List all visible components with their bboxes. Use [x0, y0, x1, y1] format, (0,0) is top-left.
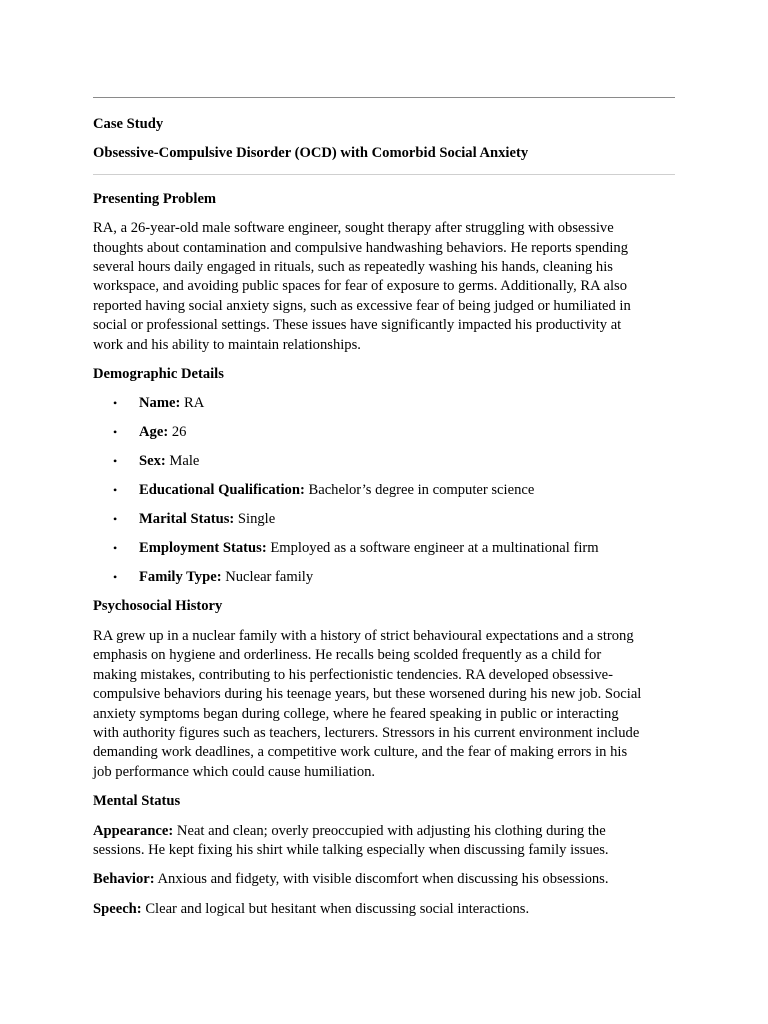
demographic-value: Single — [237, 511, 276, 528]
document-content — [93, 97, 675, 929]
demographic-item-family-type — [93, 568, 675, 587]
bullet-icon: • — [113, 512, 118, 527]
bullet-icon: • — [113, 570, 118, 585]
presenting-problem-line: workspace, and avoiding public spaces for fear of exposure to germs. Additionally, RA also — [93, 278, 628, 295]
demographic-item-marital-status — [93, 510, 675, 529]
case-study-label: Case Study — [93, 116, 164, 132]
appearance-line — [93, 822, 675, 841]
presenting-problem-line: RA, a 26-year-old male software engineer, sought therapy after struggling with obsessive — [93, 220, 614, 237]
behavior-text: Anxious and fidgety, with visible discomfort when discussing his obsessions. — [157, 871, 609, 888]
demographic-value: Bachelor’s degree in computer science — [308, 482, 535, 499]
demographic-value: Male — [169, 453, 200, 470]
speech-label: Speech: — [93, 900, 142, 917]
title-divider — [93, 174, 675, 175]
demographic-item-education — [93, 481, 675, 500]
psychosocial-history-line: emphasis on hygiene and orderliness. He recalls being scolded frequently as a child for — [93, 647, 602, 664]
presenting-problem-line: several hours daily engaged in rituals, such as repeatedly washing his hands, cleaning his — [93, 259, 613, 276]
psychosocial-history-line: with authority figures such as teachers, lecturers. Stressors in his current environment include — [93, 724, 640, 741]
speech-text: Clear and logical but hesitant when discussing social interactions. — [145, 900, 530, 917]
demographic-list — [93, 394, 675, 587]
bullet-icon: • — [113, 454, 118, 469]
psychosocial-history-line: demanding work deadlines, a competitive work culture, and the fear of making errors in his — [93, 744, 628, 761]
psychosocial-history-paragraph — [93, 627, 675, 782]
mental-status-heading: Mental Status — [93, 793, 181, 810]
presenting-problem-line: social or professional settings. These issues have significantly impacted his productivity at — [93, 317, 622, 334]
bullet-icon: • — [113, 541, 118, 556]
case-title: Obsessive-Compulsive Disorder (OCD) with Comorbid Social Anxiety — [93, 145, 529, 162]
appearance-paragraph — [93, 822, 675, 861]
demographic-item-employment — [93, 539, 675, 558]
demographic-item-name — [93, 394, 675, 413]
presenting-problem-line: work and his ability to maintain relationships. — [93, 336, 361, 353]
demographic-label: Sex: — [139, 453, 166, 470]
demographic-label: Name: — [139, 395, 181, 412]
behavior-paragraph — [93, 870, 675, 889]
presenting-problem-paragraph — [93, 219, 675, 355]
demographic-details-heading: Demographic Details — [93, 366, 224, 383]
bullet-icon: • — [113, 425, 118, 440]
presenting-problem-heading: Presenting Problem — [93, 190, 217, 207]
demographic-item-sex — [93, 452, 675, 471]
psychosocial-history-line: RA grew up in a nuclear family with a history of strict behavioural expectations and a strong — [93, 627, 634, 644]
bullet-icon: • — [113, 483, 118, 498]
psychosocial-history-line: job performance which could cause humiliation. — [93, 763, 376, 780]
behavior-label: Behavior: — [93, 871, 155, 888]
speech-paragraph — [93, 900, 675, 919]
psychosocial-history-line: anxiety symptoms began during college, where he feared speaking in public or interacting — [93, 705, 619, 722]
psychosocial-history-line: making mistakes, contributing to his perfectionistic tendencies. RA developed obsessive- — [93, 666, 613, 683]
demographic-label: Educational Qualification: — [139, 482, 305, 499]
demographic-label: Marital Status: — [139, 511, 235, 528]
demographic-label: Age: — [139, 424, 169, 441]
presenting-problem-line: thoughts about contamination and compulsive handwashing behaviors. He reports spending — [93, 239, 629, 256]
appearance-line: sessions. He kept fixing his shirt while talking especially when discussing family issues. — [93, 841, 609, 858]
appearance-text: Neat and clean; overly preoccupied with adjusting his clothing during the — [176, 822, 606, 839]
demographic-item-age — [93, 423, 675, 442]
presenting-problem-line: reported having social anxiety signs, such as excessive fear of being judged or humiliated in — [93, 297, 631, 314]
bullet-icon: • — [113, 396, 118, 411]
psychosocial-history-heading: Psychosocial History — [93, 598, 223, 615]
demographic-value: RA — [184, 395, 205, 412]
demographic-value: Employed as a software engineer at a multinational firm — [270, 540, 599, 557]
demographic-value: Nuclear family — [225, 569, 314, 586]
appearance-label: Appearance: — [93, 822, 174, 839]
top-rule — [93, 97, 675, 98]
psychosocial-history-line: compulsive behaviors during his teenage years, but these worsened during his new job. Social — [93, 686, 642, 703]
demographic-label: Family Type: — [139, 569, 222, 586]
demographic-label: Employment Status: — [139, 540, 267, 557]
demographic-value: 26 — [171, 424, 187, 441]
